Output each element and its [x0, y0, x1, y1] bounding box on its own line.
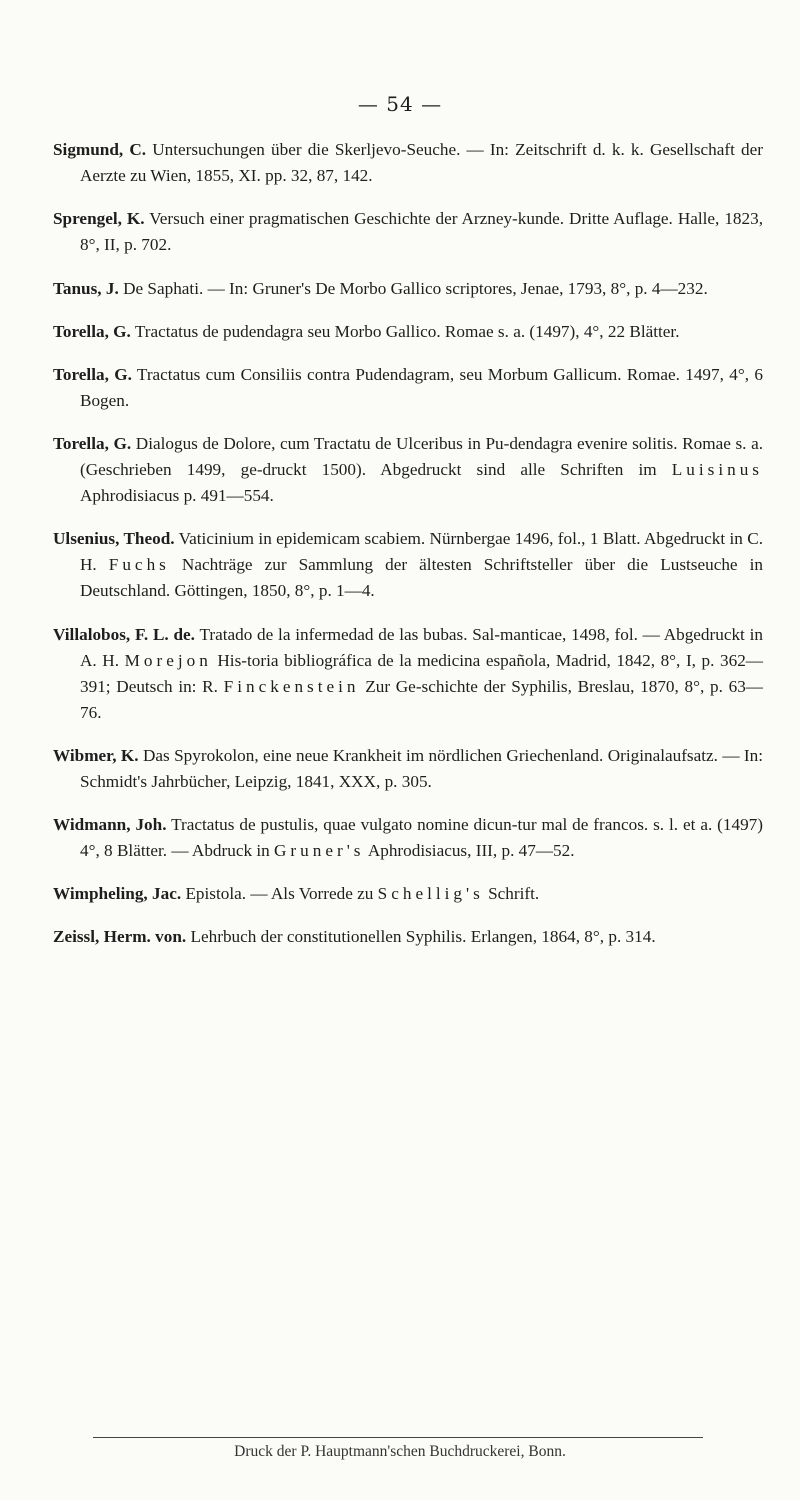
entry-spaced-name: Fuchs: [108, 555, 170, 575]
entry-text: Nachträge zur Sammlung der ältesten Schriftsteller über die Lustseuche in Deutschland. Göttingen, 1850, 8°, p. 1—4.: [80, 555, 763, 601]
entry-author: Torella, G.: [53, 321, 131, 341]
entry-text: Untersuchungen über die Skerljevo-Seuche. — In: Zeitschrift d. k. k. Gesellschaft der Aerzte zu Wien, 1855, XI. pp. 32, 87, 142.: [80, 140, 763, 186]
bibliography-entry: [53, 319, 763, 345]
entry-author: Sprengel, K.: [53, 209, 145, 229]
entry-text: Zur Ge-schichte der Syphilis, Breslau, 1870, 8°, p. 63—76.: [80, 676, 763, 722]
bibliography-entry: [53, 881, 763, 907]
entry-author: Torella, G.: [53, 434, 132, 454]
page-number: — 54 —: [357, 92, 443, 116]
entry-text: Tractatus de pudendagra seu Morbo Gallico. Romae s. a. (1497), 4°, 22 Blätter.: [130, 321, 680, 341]
entry-author: Torella, G.: [53, 364, 132, 384]
entry-text: Lehrbuch der constitutionellen Syphilis. Erlangen, 1864, 8°, p. 314.: [186, 927, 656, 947]
bibliography-entry: [53, 137, 763, 189]
entry-text: Vaticinium in epidemicam scabiem. Nürnbergae 1496, fol., 1 Blatt. Abgedruckt in C. H.: [80, 529, 763, 575]
bibliography-entry: [53, 206, 763, 258]
entry-text: Tractatus cum Consiliis contra Pudendagram, seu Morbum Gallicum. Romae. 1497, 4°, 6 Bogen.: [80, 364, 763, 410]
footer-divider: [93, 1437, 703, 1438]
bibliography-entry: [53, 743, 763, 795]
entry-author: Villalobos, F. L. de.: [53, 624, 195, 644]
entry-text: Dialogus de Dolore, cum Tractatu de Ulceribus in Pu-dendagra evenire solitis. Romae s. a. (Geschrieben 1499, ge-druckt 1500). Abgedruckt sind alle Schriften im: [80, 434, 763, 480]
entry-author: Tanus, J.: [53, 278, 119, 298]
entry-author: Ulsenius, Theod.: [53, 529, 175, 549]
entry-text: De Saphati. — In: Gruner's De Morbo Gallico scriptores, Jenae, 1793, 8°, p. 4—232.: [118, 278, 708, 298]
entry-text: Aphrodisiacus, III, p. 47—52.: [364, 840, 575, 860]
bibliography-entry: [53, 622, 763, 726]
entry-author: Sigmund, C.: [53, 140, 147, 160]
bibliography-entry: [53, 924, 763, 950]
entry-spaced-name: Morejon: [124, 650, 212, 670]
entry-text: Das Spyrokolon, eine neue Krankheit im nördlichen Griechenland. Originalaufsatz. — In: Schmidt's Jahrbücher, Leipzig, 1841, XXX, p. 305.: [80, 745, 764, 791]
bibliography-entry: [53, 812, 763, 864]
entry-text: Tractatus de pustulis, quae vulgato nomine dicun-tur mal de francos. s. l. et a. (1497) 4°, 8 Blätter. — Abdruck in: [80, 814, 763, 860]
entry-text: Aphrodisiacus p. 491—554.: [80, 486, 274, 506]
bibliography-entry: [53, 431, 763, 509]
entry-text: Tratado de la infermedad de las bubas. Sal-manticae, 1498, fol. — Abgedruckt in A. H.: [80, 624, 763, 670]
bibliography-list: [53, 120, 763, 964]
entry-text: His-toria bibliográfica de la medicina española, Madrid, 1842, 8°, I, p. 362—391; Deutsch in: R.: [80, 650, 763, 696]
entry-text: Versuch einer pragmatischen Geschichte der Arzney-kunde. Dritte Auflage. Halle, 1823, 8°, II, p. 702.: [80, 209, 763, 255]
bibliography-entry: [53, 362, 763, 414]
entry-text: Epistola. — Als Vorrede zu: [181, 884, 378, 904]
bibliography-entry: [53, 526, 763, 604]
entry-author: Zeissl, Herm. von.: [53, 927, 187, 947]
entry-spaced-name: Finckenstein: [223, 676, 360, 696]
entry-author: Widmann, Joh.: [53, 814, 167, 834]
entry-text: Schrift.: [483, 884, 540, 904]
entry-author: Wibmer, K.: [53, 745, 139, 765]
entry-spaced-name: Schellig's: [377, 884, 484, 904]
printer-imprint: Druck der P. Hauptmann'schen Buchdruckerei, Bonn.: [234, 1443, 566, 1460]
entry-author: Wimpheling, Jac.: [53, 884, 182, 904]
entry-spaced-name: Gruner's: [274, 840, 365, 860]
bibliography-entry: [53, 276, 763, 302]
entry-spaced-name: Luisinus: [671, 460, 763, 480]
